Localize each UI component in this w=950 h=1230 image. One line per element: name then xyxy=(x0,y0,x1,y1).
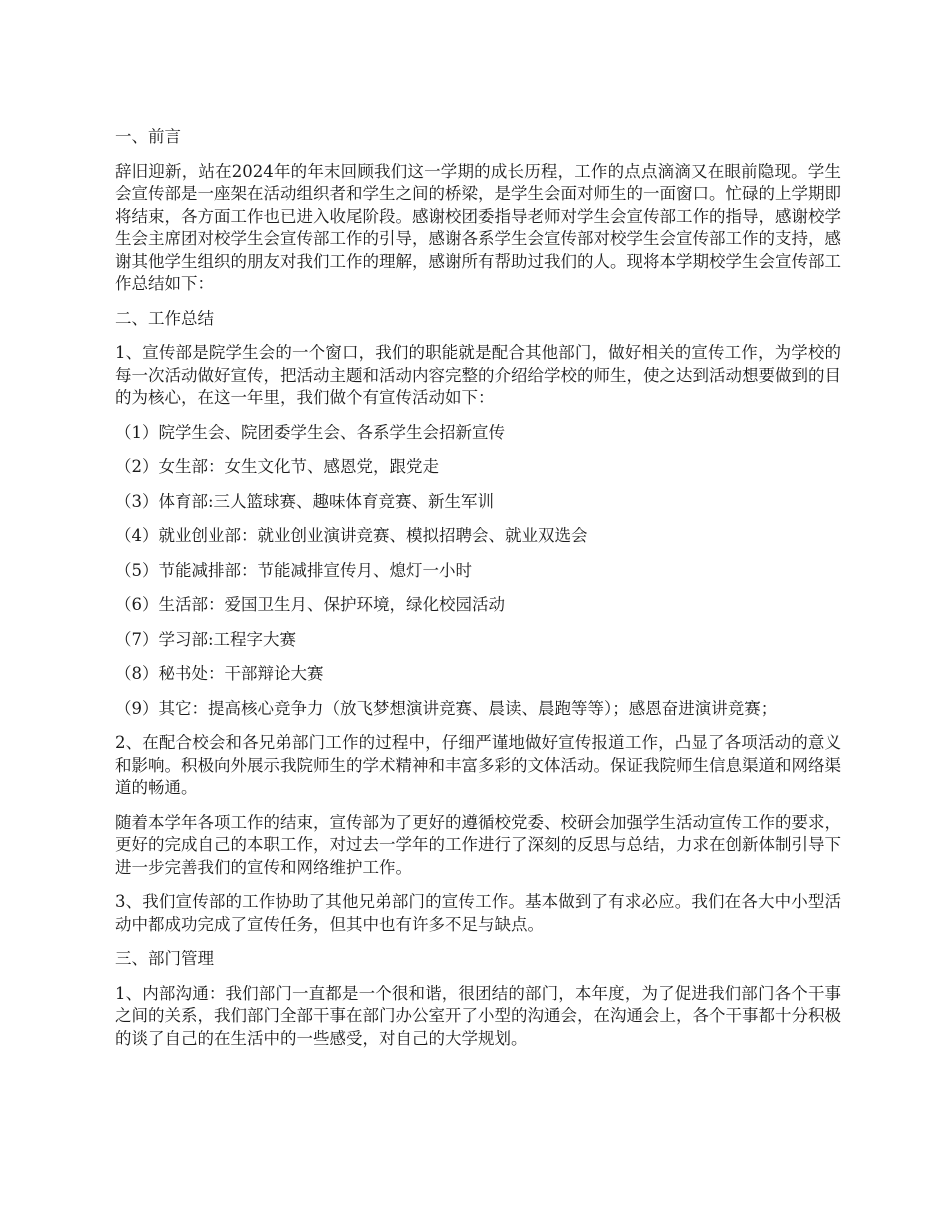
paragraph-summary-reflection: 随着本学年各项工作的结束，宣传部为了更好的遵循校党委、校研会加强学生活动宣传工作的要求，更好的完成自己的本职工作，对过去一学年的工作进行了深刻的反思与总结，力求在创新体制引导下进一步完善我们的宣传和网络维护工作。 xyxy=(115,812,841,877)
paragraph-summary-2: 2、在配合校会和各兄弟部门工作的过程中，仔细严谨地做好宣传报道工作，凸显了各项活动的意义和影响。积极向外展示我院师生的学术精神和丰富多彩的文体活动。保证我院师生信息渠道和网络渠道的畅通。 xyxy=(115,733,841,797)
list-item-4: （4）就业创业部：就业创业演讲竞赛、模拟招聘会、就业双选会 xyxy=(115,526,588,545)
list-item-1: （1）院学生会、院团委学生会、各系学生会招新宣传 xyxy=(115,422,505,442)
section-heading-preface: 一、前言 xyxy=(115,127,181,146)
paragraph-summary-3: 3、我们宣传部的工作协助了其他兄弟部门的宣传工作。基本做到了有求必应。我们在各大中小型活动中都成功完成了宣传任务，但其中也有许多不足与缺点。 xyxy=(115,892,841,934)
list-item-2: （2）女生部：女生文化节、感恩党，跟党走 xyxy=(115,457,439,476)
list-item-8: （8）秘书处：干部辩论大赛 xyxy=(115,664,324,683)
section-heading-management: 三、部门管理 xyxy=(115,949,214,968)
paragraph-management-1: 1、内部沟通：我们部门一直都是一个很和谐，很团结的部门，本年度，为了促进我们部门各个干事之间的关系，我们部门全部干事在部门办公室开了小型的沟通会，在沟通会上，各个干事都十分积极的谈了自己的在生活中的一些感受，对自己的大学规划。 xyxy=(115,983,841,1048)
section-heading-work-summary: 二、工作总结 xyxy=(115,308,214,328)
paragraph-preface-body: 辞旧迎新，站在2024年的年末回顾我们这一学期的成长历程，工作的点点滴滴又在眼前隐现。学生会宣传部是一座架在活动组织者和学生之间的桥梁，是学生会面对师生的一面窗口。忙碌的上学期即将结束，各方面工作也已进入收尾阶段。感谢校团委指导老师对学生会宣传部工作的指导，感谢校学生会主席团对校学生会宣传部工作的引导，感谢各系学生会宣传部对校学生会宣传部工作的支持，感谢其他学生组织的朋友对我们工作的理解，感谢所有帮助过我们的人。现将本学期校学生会宣传部工作总结如下： xyxy=(115,161,841,293)
paragraph-summary-1: 1、宣传部是院学生会的一个窗口，我们的职能就是配合其他部门，做好相关的宣传工作，为学校的每一次活动做好宣传，把活动主题和活动内容完整的介绍给学校的师生，使之达到活动想要做到的目的为核心，在这一年里，我们做个有宣传活动如下： xyxy=(115,343,841,407)
document-page xyxy=(115,126,841,1062)
list-item-6: （6）生活部：爱国卫生月、保护环境，绿化校园活动 xyxy=(115,595,505,614)
list-item-5: （5）节能减排部：节能减排宣传月、熄灯一小时 xyxy=(115,560,472,580)
list-item-3: （3）体育部:三人篮球赛、趣味体育竞赛、新生军训 xyxy=(115,491,495,511)
list-item-9: （9）其它：提高核心竞争力（放飞梦想演讲竞赛、晨读、晨跑等等）；感恩奋进演讲竞赛； xyxy=(115,698,778,718)
list-item-7: （7）学习部:工程字大赛 xyxy=(115,629,297,649)
